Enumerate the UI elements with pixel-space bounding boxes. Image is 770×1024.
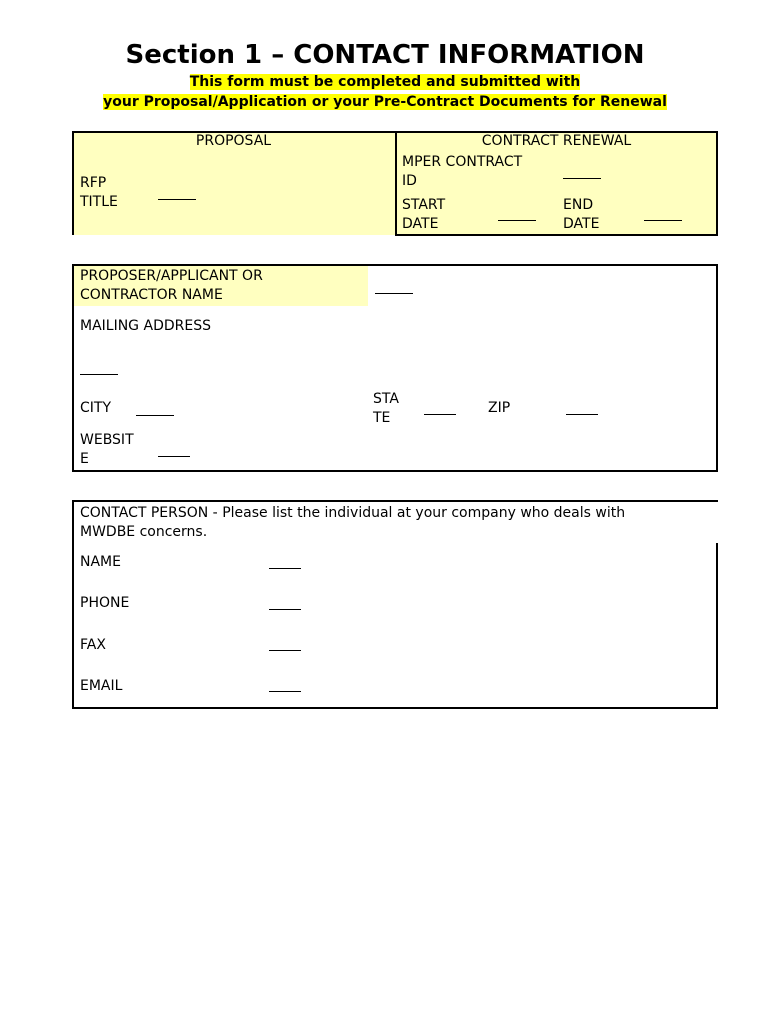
proposal-heading: PROPOSAL: [195, 133, 272, 149]
contact-fax-field[interactable]: [269, 650, 301, 651]
contact-panel-left-border: [72, 500, 74, 709]
zip-field[interactable]: [566, 414, 598, 415]
city-field[interactable]: [136, 415, 174, 416]
mailing-address-label: MAILING ADDRESS: [80, 318, 211, 334]
contact-panel-top-border: [72, 500, 718, 502]
contact-phone-field[interactable]: [269, 609, 301, 610]
mailing-address-field[interactable]: [80, 374, 118, 375]
website-field[interactable]: [158, 456, 190, 457]
rfp-title-field[interactable]: [158, 199, 196, 200]
rfp-title-label: RFP TITLE: [80, 175, 118, 210]
renewal-heading: CONTRACT RENEWAL: [481, 133, 632, 149]
applicant-name-field[interactable]: [375, 293, 413, 294]
website-label: WEBSIT E: [80, 432, 134, 467]
contact-phone-label: PHONE: [80, 595, 130, 611]
contact-name-label: NAME: [80, 554, 121, 570]
contact-heading: CONTACT PERSON - Please list the individual at your company who deals with MWDBE concerns.: [80, 505, 626, 540]
start-date-field[interactable]: [498, 220, 536, 221]
contract-id-label: MPER CONTRACT ID: [402, 154, 523, 189]
applicant-name-label: PROPOSER/APPLICANT OR CONTRACTOR NAME: [80, 268, 263, 303]
contact-email-label: EMAIL: [80, 678, 123, 694]
contact-email-field[interactable]: [269, 691, 301, 692]
state-field[interactable]: [424, 414, 456, 415]
contact-fax-label: FAX: [80, 637, 106, 653]
zip-label: ZIP: [488, 400, 511, 416]
city-label: CITY: [80, 400, 112, 416]
subtitle-line-2: your Proposal/Application or your Pre-Contract Documents for Renewal: [103, 94, 667, 110]
end-date-field[interactable]: [644, 220, 682, 221]
start-date-label: START DATE: [402, 197, 446, 232]
page-title: Section 1 – CONTACT INFORMATION: [125, 40, 645, 70]
state-label: STA TE: [373, 391, 399, 426]
contact-name-field[interactable]: [269, 568, 301, 569]
end-date-label: END DATE: [563, 197, 600, 232]
subtitle-line-1: This form must be completed and submitted with: [189, 74, 581, 90]
contact-panel-right-border: [716, 543, 718, 709]
contact-panel-bottom-border: [72, 707, 718, 709]
contract-id-field[interactable]: [563, 178, 601, 179]
